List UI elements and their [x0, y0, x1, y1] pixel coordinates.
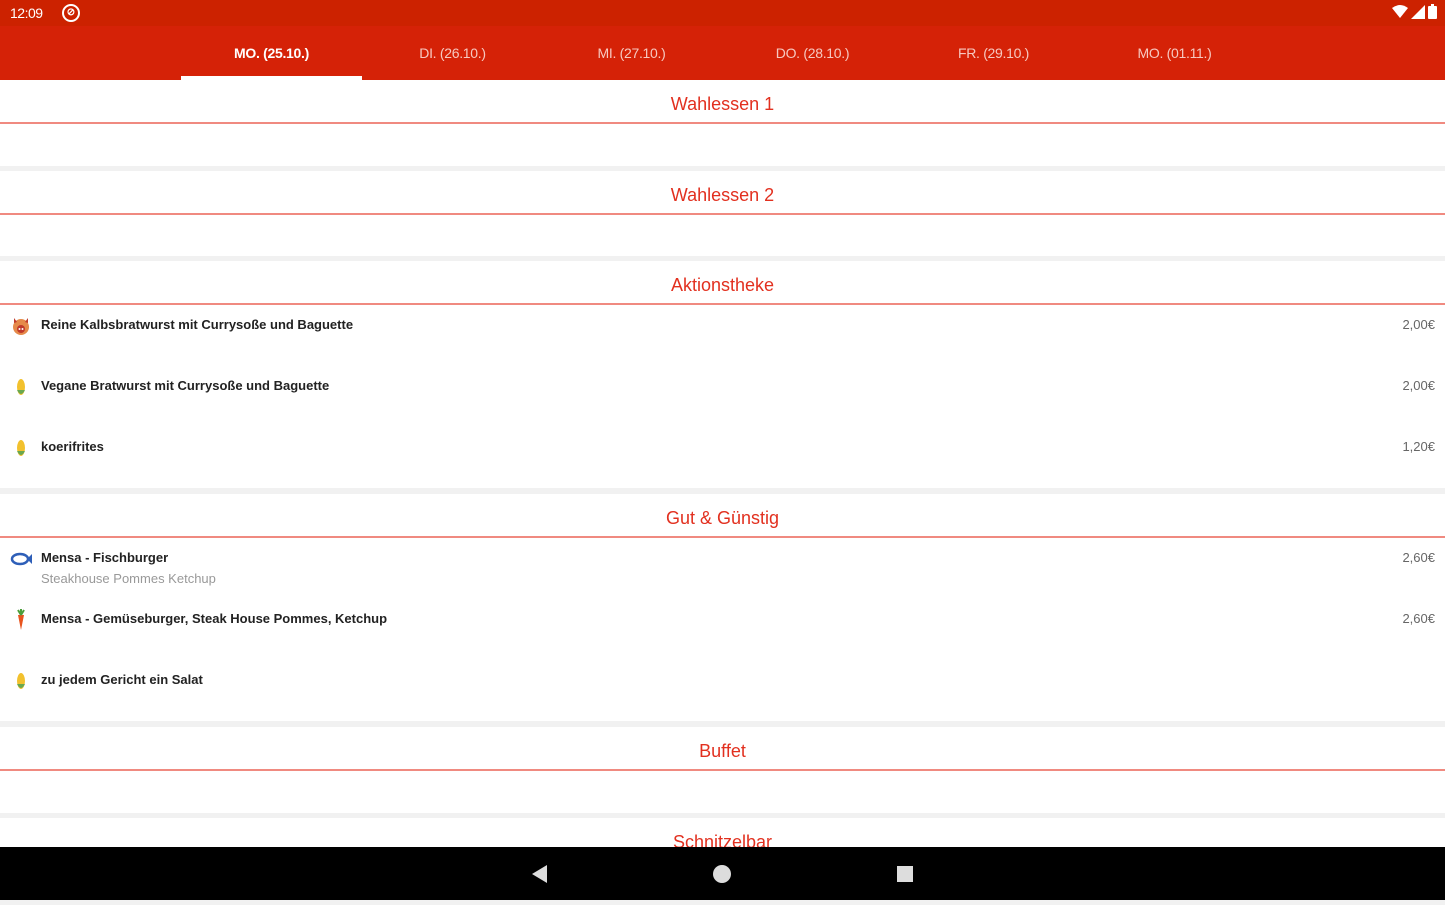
section-aktionstheke — [0, 261, 1445, 488]
list-item[interactable] — [0, 427, 1445, 488]
dish-name: Reine Kalbsbratwurst mit Currysoße und Baguette — [41, 317, 354, 332]
do-not-disturb-icon: ⊘ — [62, 4, 80, 22]
list-item[interactable] — [0, 538, 1445, 599]
system-icons — [1392, 4, 1437, 19]
list-item[interactable] — [0, 660, 1445, 721]
carrot-icon — [10, 609, 32, 631]
tab-monday-01[interactable]: MO. (01.11.) — [1137, 45, 1212, 61]
section-gut-guenstig — [0, 494, 1445, 721]
tab-friday-29[interactable]: FR. (29.10.) — [957, 45, 1030, 61]
section-schnitzelbar — [0, 818, 1445, 847]
home-icon — [692, 847, 752, 900]
section-title-buffet: Buffet — [0, 727, 1445, 771]
wifi-icon — [1392, 5, 1408, 19]
section-body-aktionstheke — [0, 305, 1445, 488]
recents-icon — [875, 847, 935, 900]
cell-signal-icon — [1411, 5, 1425, 19]
fish-icon — [10, 548, 32, 570]
corn-icon — [10, 437, 32, 459]
section-title-wahlessen-1: Wahlessen 1 — [0, 80, 1445, 124]
section-title-gut-guenstig: Gut & Günstig — [0, 494, 1445, 538]
pig-icon — [10, 315, 32, 337]
section-body-empty — [0, 124, 1445, 166]
tab-tuesday-26[interactable]: DI. (26.10.) — [419, 45, 486, 61]
section-title-wahlessen-2: Wahlessen 2 — [0, 171, 1445, 215]
section-body-empty — [0, 215, 1445, 256]
system-nav-bar — [0, 847, 1445, 900]
status-bar — [0, 0, 1445, 26]
dish-name: Vegane Bratwurst mit Currysoße und Baguette — [41, 378, 330, 393]
status-time: 12:09 — [10, 5, 43, 21]
section-wahlessen-2 — [0, 171, 1445, 256]
dish-price: 2,00€ — [1402, 317, 1435, 332]
list-item[interactable] — [0, 305, 1445, 366]
tab-thursday-28[interactable]: DO. (28.10.) — [775, 45, 850, 61]
tab-monday-25[interactable]: MO. (25.10.) — [234, 45, 309, 61]
section-title-schnitzelbar: Schnitzelbar — [0, 818, 1445, 847]
list-item[interactable] — [0, 599, 1445, 660]
corn-icon — [10, 376, 32, 398]
menu-list[interactable] — [0, 80, 1445, 847]
dish-price: 2,00€ — [1402, 378, 1435, 393]
tab-wednesday-27[interactable]: MI. (27.10.) — [597, 45, 666, 61]
list-item[interactable] — [0, 366, 1445, 427]
back-button[interactable] — [510, 847, 570, 900]
dish-name: zu jedem Gericht ein Salat — [41, 672, 203, 687]
home-button[interactable] — [692, 847, 752, 900]
section-body-empty — [0, 771, 1445, 813]
dish-price: 2,60€ — [1402, 550, 1435, 565]
dish-name: koerifrites — [41, 439, 104, 454]
back-icon — [510, 847, 570, 900]
day-tab-bar — [0, 26, 1445, 80]
section-buffet — [0, 727, 1445, 813]
dish-description: Steakhouse Pommes Ketchup — [41, 571, 216, 586]
battery-icon — [1428, 4, 1437, 19]
dish-name: Mensa - Gemüseburger, Steak House Pommes, Ketchup — [41, 611, 388, 626]
section-wahlessen-1 — [0, 80, 1445, 166]
dish-price: 1,20€ — [1402, 439, 1435, 454]
corn-icon — [10, 670, 32, 692]
section-body-gut-guenstig — [0, 538, 1445, 721]
recents-button[interactable] — [875, 847, 935, 900]
dish-price: 2,60€ — [1402, 611, 1435, 626]
section-title-aktionstheke: Aktionstheke — [0, 261, 1445, 305]
dish-name: Mensa - Fischburger — [41, 550, 169, 565]
